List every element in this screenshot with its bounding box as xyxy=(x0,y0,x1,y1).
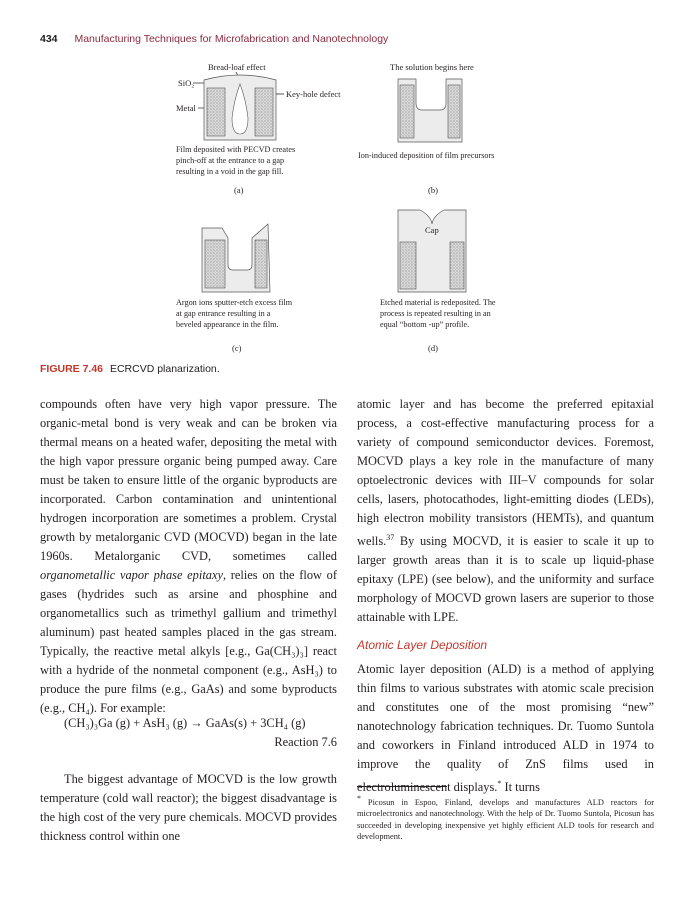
label-cap: Cap xyxy=(425,225,439,235)
book-title: Manufacturing Techniques for Microfabrication and Nanotechnology xyxy=(74,33,389,45)
section-heading-ald: Atomic Layer Deposition xyxy=(357,638,488,653)
reaction-label: Reaction 7.6 xyxy=(274,735,337,749)
metal-c-right xyxy=(255,240,267,288)
metal-d-right xyxy=(450,242,464,289)
figure-7-46 xyxy=(0,0,695,360)
label-metal: Metal xyxy=(176,103,196,113)
italic-term: organometallic vapor phase epitaxy xyxy=(40,568,223,582)
left-paragraph-1: compounds often have very high vapor pressure. The organic-metal bond is very weak and can be broken via thermal means on a heated wafer, depositing the metal with the high vapor pressure organic being pumped away. Care must be taken to ensure little of the organic byproducts are incorporated. Carbon contamination and unintentional hydrogen incorporation are sometimes a problem. Crystal growth by metalorganic CVD (MOCVD) began in the late 1960s. Metalorganic CVD, sometimes called organometallic vapor phase epitaxy, relies on the flow of gases (hydrides such as arsine and phosphine and organometallics such as trimethyl gallium and trimethyl aluminum) past heated samples placed in the gas stream. Typically, the reactive metal alkyls [e.g., Ga(CH₃)₃] react with a hydride of the nonmetal component (e.g., AsH₃) to produce the pure films (e.g., GaAs) and some byproducts (e.g., CH₄). For example: xyxy=(40,397,337,715)
metal-d-left xyxy=(400,242,416,289)
caption-a-line2: pinch-off at the entrance to a gap xyxy=(176,156,285,165)
caption-d-line3: equal “bottom -up” profile. xyxy=(380,320,470,329)
panel-b xyxy=(358,62,494,195)
label-keyhole: Key-hole defect xyxy=(286,89,341,99)
metal-b-left xyxy=(400,85,414,138)
page-number: 434 xyxy=(40,33,58,45)
footnote: * Picosun in Espoo, Finland, develops and manufactures ALD reactors for microelectronics and nanotechnology. With the help of Dr. Tuomo Suntola, Picosun has succeeded in developing inexpensive yet highly efficient ALD tools for research and development. xyxy=(357,794,654,842)
footnote-rule xyxy=(357,786,447,787)
panel-letter-d: (d) xyxy=(428,343,438,353)
caption-d-line2: process is repeated resulting in an xyxy=(380,309,491,318)
metal-block-right xyxy=(255,88,273,136)
panel-c xyxy=(176,224,293,353)
figure-caption xyxy=(40,363,220,375)
caption-a-line3: resulting in a void in the gap fill. xyxy=(176,167,284,176)
left-column xyxy=(40,395,337,718)
left-paragraph-2: The biggest advantage of MOCVD is the low growth temperature (cold wall reactor); the biggest disadvantage is the high cost of the very pure chemicals. MOCVD provides thickness control within one xyxy=(40,772,337,843)
right-column xyxy=(357,395,654,797)
right-paragraph-1: atomic layer and has become the preferred epitaxial process, a cost-effective manufacturing process for a variety of compound semiconductor devices. Foremost, MOCVD plays a key role in the manufacture of many optoelectronic devices with III–V compounds for solar cells, lasers, photocathodes, light-emitting diodes (LEDs), high electron mobility transistors (HEMTs), and quantum wells.$^{37}$ By using MOCVD, it is easier to scale it up to larger growth areas than it is to scale up liquid-phase epitaxy (LPE) (see below), and the uniformity and surface morphology of MOCVD grown lasers are superior to those attainable with LPE. xyxy=(357,397,654,625)
reaction-7-6 xyxy=(40,716,337,750)
footnote-mark: * xyxy=(497,779,502,789)
right-paragraph-2: Atomic layer deposition (ALD) is a method of applying thin films to various substrates with atomic scale precision and constitutes one of the most promising “new” nanotechnology fabrication techniques. Dr. Tuomo Suntola and coworkers in Finland introduced ALD in 1974 to improve the quality of ZnS films used in electroluminescent displays.* It turns xyxy=(357,662,654,795)
metal-b-right xyxy=(448,85,460,138)
caption-c-line1: Argon ions sputter-etch excess film xyxy=(176,298,293,307)
caption-d-line1: Etched material is redeposited. The xyxy=(380,298,496,307)
reference-37: 37 xyxy=(386,533,395,542)
metal-block-left xyxy=(207,88,225,136)
metal-c-left xyxy=(205,240,225,288)
equation: (CH₃)₃Ga (g) + AsH₃ (g) → GaAs(s) + 3CH₄ (g) xyxy=(64,716,306,730)
caption-c-line3: beveled appearance in the film. xyxy=(176,320,279,329)
label-sio2: SiO₂ xyxy=(178,78,195,88)
label-solution: The solution begins here xyxy=(390,62,474,72)
label-bread-loaf: Bread-loaf effect xyxy=(208,62,266,72)
caption-b-line1: Ion-induced deposition of film precursors xyxy=(358,151,495,160)
panel-a xyxy=(176,62,341,195)
caption-a-line1: Film deposited with PECVD creates xyxy=(176,145,296,154)
figure-label: FIGURE 7.46 xyxy=(40,363,104,375)
panel-d xyxy=(380,210,496,353)
panel-letter-a: (a) xyxy=(234,185,244,195)
panel-letter-b: (b) xyxy=(428,185,438,195)
left-column-continued xyxy=(40,770,337,846)
caption-c-line2: at gap entrance resulting in a xyxy=(176,309,271,318)
figure-caption-text: ECRCVD planarization. xyxy=(109,363,220,375)
panel-letter-c: (c) xyxy=(232,343,242,353)
